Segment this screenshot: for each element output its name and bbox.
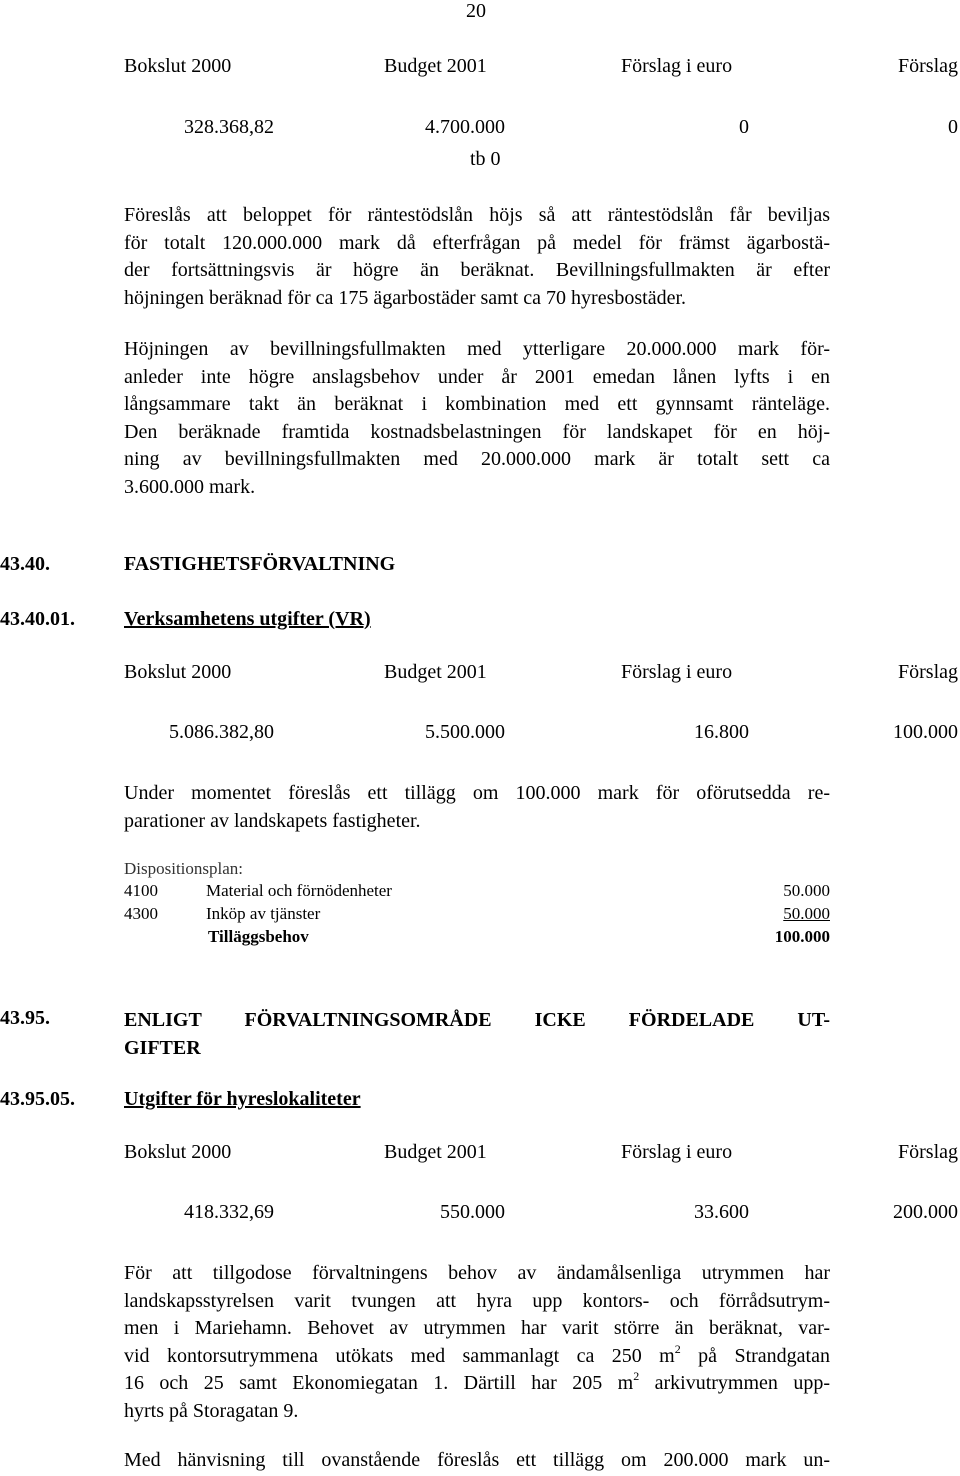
superscript: 2 — [674, 1341, 681, 1356]
section-title — [124, 1007, 830, 1062]
value-bokslut: 328.368,82 — [184, 116, 274, 138]
paragraph-momentet — [124, 780, 830, 835]
text-line: Höjningen av bevillningsfullmakten med ytterligare 20.000.000 mark för- — [124, 338, 830, 360]
table1-note: tb 0 — [470, 148, 501, 170]
value-budget: 550.000 — [440, 1201, 505, 1223]
text-line: anleder inte högre anslagsbehov under år 2001 emedan lånen lyfts i en — [124, 365, 830, 388]
col-header-bokslut: Bokslut 2000 — [124, 1141, 232, 1163]
text-line: Den beräknade framtida kostnadsbelastningen för landskapet för en höj- — [124, 420, 830, 443]
value-forslag-euro: 16.800 — [694, 721, 749, 743]
page-number: 20 — [466, 0, 486, 22]
col-header-budget: Budget 2001 — [384, 55, 487, 77]
col-header-bokslut: Bokslut 2000 — [124, 661, 232, 683]
col-header-budget: Budget 2001 — [384, 1141, 487, 1163]
text-line — [124, 1343, 830, 1371]
disposition-total-amount: 100.000 — [774, 927, 830, 946]
disposition-table — [124, 881, 830, 950]
disposition-row — [124, 904, 830, 927]
text-fragment: vid kontorsutrymmena utökats med sammanlagt ca 250 m — [124, 1344, 675, 1367]
text-line: parationer av landskapets fastigheter. — [124, 809, 421, 832]
text-line: långsammare takt än beräknat i kombination med ett gynnsamt ränteläge. — [124, 393, 830, 416]
text-line: Föreslås att beloppet för räntestödslån höjs så att räntestödslån får beviljas — [124, 204, 830, 226]
value-forslag: 0 — [948, 116, 958, 138]
value-bokslut: 5.086.382,80 — [169, 721, 274, 743]
col-header-budget: Budget 2001 — [384, 661, 487, 683]
disposition-label: Inköp av tjänster — [206, 904, 321, 923]
table2-row — [0, 721, 960, 749]
text-fragment: arkivutrymmen upp- — [639, 1372, 830, 1395]
paragraph-hanvisning — [124, 1447, 830, 1475]
value-forslag-euro: 0 — [739, 116, 749, 138]
table3-row — [0, 1201, 960, 1229]
section-title-line: GIFTER — [124, 1036, 201, 1059]
disposition-label: Material och förnödenheter — [206, 881, 392, 900]
text-fragment: på Strandgatan — [680, 1344, 830, 1367]
col-header-forslag: Förslag — [898, 661, 958, 683]
subsection-title: Verksamhetens utgifter (VR) — [124, 608, 371, 630]
superscript: 2 — [633, 1369, 640, 1384]
text-line: För att tillgodose förvaltningens behov av ändamålsenliga utrymmen har — [124, 1262, 830, 1284]
disposition-amount: 50.000 — [783, 881, 830, 900]
text-line: Med hänvisning till ovanstående föreslås ett tillägg om 200.000 mark un- — [124, 1449, 830, 1471]
subsection-number: 43.40.01. — [0, 608, 75, 630]
subsection-title: Utgifter för hyreslokaliteter — [124, 1088, 361, 1110]
disposition-total-label: Tilläggsbehov — [208, 927, 309, 946]
value-budget: 5.500.000 — [425, 721, 505, 743]
text-line: landskapsstyrelsen varit tvungen att hyra upp kontors- och förrådsutrym- — [124, 1289, 830, 1312]
disposition-total-row — [124, 927, 830, 950]
col-header-forslag-euro: Förslag i euro — [621, 55, 733, 77]
table3-header — [0, 1141, 960, 1169]
text-line: men i Mariehamn. Behovet av utrymmen har varit större än beräknat, var- — [124, 1317, 830, 1340]
text-line: höjningen beräknad för ca 175 ägarbostäder samt ca 70 hyresbostäder. — [124, 286, 687, 309]
section-number: 43.40. — [0, 553, 50, 575]
col-header-forslag-euro: Förslag i euro — [621, 1141, 733, 1163]
table1-row — [0, 116, 960, 144]
value-forslag-euro: 33.600 — [694, 1201, 749, 1223]
col-header-bokslut: Bokslut 2000 — [124, 55, 232, 77]
disposition-code: 4100 — [124, 881, 158, 900]
section-title-line: ENLIGT FÖRVALTNINGSOMRÅDE ICKE FÖRDELADE UT- — [124, 1009, 830, 1031]
text-line: för totalt 120.000.000 mark då efterfrågan på medel för främst ägarbostä- — [124, 231, 830, 254]
col-header-forslag: Förslag — [898, 1141, 958, 1163]
text-line: 3.600.000 mark. — [124, 475, 256, 498]
value-bokslut: 418.332,69 — [184, 1201, 274, 1223]
value-forslag: 100.000 — [893, 721, 958, 743]
subsection-number: 43.95.05. — [0, 1088, 75, 1110]
text-line: der fortsättningsvis är högre än beräknat. Bevillningsfullmakten är efter — [124, 259, 830, 282]
col-header-forslag-euro: Förslag i euro — [621, 661, 733, 683]
disposition-amount: 50.000 — [783, 904, 830, 923]
disposition-row — [124, 881, 830, 904]
paragraph-hojningen — [124, 336, 830, 502]
table1-header — [0, 55, 960, 83]
paragraph-rantestodslan — [124, 202, 830, 312]
text-line: hyrts på Storagatan 9. — [124, 1399, 299, 1422]
col-header-forslag: Förslag — [898, 55, 958, 77]
disposition-title: Dispositionsplan: — [124, 859, 244, 878]
text-line — [124, 1370, 830, 1398]
table2-header — [0, 661, 960, 689]
value-forslag: 200.000 — [893, 1201, 958, 1223]
section-title: FASTIGHETSFÖRVALTNING — [124, 553, 396, 575]
disposition-code: 4300 — [124, 904, 158, 923]
paragraph-tillgodose — [124, 1260, 830, 1426]
text-line: Under momentet föreslås ett tillägg om 100.000 mark för oförutsedda re- — [124, 782, 830, 804]
text-line: ning av bevillningsfullmakten med 20.000.000 mark är totalt sett ca — [124, 448, 830, 471]
text-fragment: 16 och 25 samt Ekonomiegatan 1. Därtill har 205 m — [124, 1372, 634, 1395]
section-number: 43.95. — [0, 1007, 50, 1029]
value-budget: 4.700.000 — [425, 116, 505, 138]
